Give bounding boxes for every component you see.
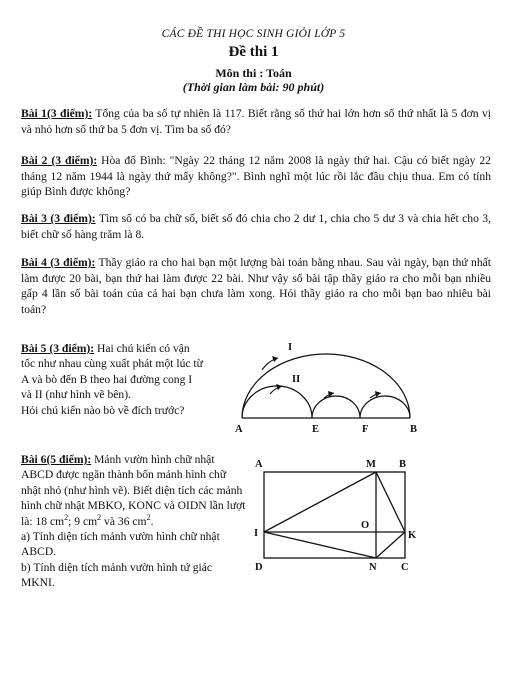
label-point-a: A: [235, 424, 243, 435]
area-unit-sup: 2: [146, 512, 151, 522]
label-point-b: B: [410, 424, 418, 435]
label-point-n: N: [369, 562, 377, 573]
problem-4: [21, 255, 491, 317]
area-unit: cm: [50, 514, 65, 528]
segment-kn: [376, 532, 405, 558]
problem-6: [21, 452, 247, 591]
curve-path-2-arc3: [360, 396, 410, 418]
segment-ni: [264, 532, 376, 558]
curve-path-2-arc1: [242, 386, 312, 418]
series-title: CÁC ĐỀ THI HỌC SINH GIỎI LỚP 5: [161, 28, 346, 40]
label-point-o: O: [361, 520, 370, 531]
area-unit: .: [150, 514, 154, 528]
exam-title: Đề thi 1: [228, 44, 279, 60]
problem-text: Thầy giáo ra cho hai bạn một lượng bài toán bằng nhau. Sau vài ngày, bạn thứ nhất làm được 20 bài, bạn thứ hai làm được 22 bài. Như vậy số bài tập thầy giáo ra cho mỗi bạn nhiều gấp 4 lần số bài toán của cả hai bạn chưa làm xong. Hỏi thầy giáo ra cho mỗi bạn bao nhiêu bài toán?: [21, 256, 491, 316]
rect-abcd: [264, 472, 405, 558]
subject-line: Môn thi : Toán: [215, 66, 292, 80]
area-unit: ; 9 cm: [68, 514, 98, 528]
label-point-d: D: [255, 562, 263, 573]
area-unit: và 36 cm: [101, 514, 147, 528]
problem-label: Bài 4 (3 điểm):: [21, 256, 96, 269]
curve-path-2-arc2: [312, 396, 360, 418]
problem-2: [21, 153, 491, 200]
label-path-1: I: [288, 342, 293, 353]
arrowhead-icon: [276, 384, 282, 390]
time-limit: (Thời gian làm bài: 90 phút): [182, 80, 325, 94]
problem-3: [21, 211, 491, 242]
problem-1: [21, 106, 491, 137]
problem-text: Tìm số có ba chữ số, biết số đó chia cho 2 dư 1, chia cho 5 dư 3 và chia hết cho 3, biết chữ số hàng trăm là 8.: [21, 212, 491, 241]
rectangle-figure: [253, 454, 423, 574]
problem-question: Hỏi chú kiến nào bò về đích trước?: [21, 403, 185, 417]
problem-part-a: a) Tính diện tích mảnh vườn hình chữ nhật ABCD.: [21, 530, 220, 559]
problem-label: Bài 6(5 điểm):: [21, 453, 92, 466]
problem-part-b: b) Tính diện tích mảnh vườn hình tứ giác MKNI.: [21, 560, 213, 590]
problem-text: Tổng của ba số tự nhiên là 117. Biết rằng số thứ hai lớn hơn số thứ nhất là 5 đơn vị và nhỏ hơn số thứ ba 5 đơn vị. Tìm ba số đó?: [21, 107, 491, 136]
label-path-2: II: [292, 374, 301, 385]
problem-text: Hai chú kiến có vận tốc như nhau cùng xuất phát một lúc từ A và bò đến B theo hai đường cong I và II (như hình vẽ bên).: [21, 342, 203, 402]
problem-5: [21, 341, 203, 418]
semicircle-figure: [228, 336, 428, 436]
label-point-e: E: [312, 424, 320, 435]
segment-im: [264, 472, 376, 532]
problem-label: Bài 3 (3 điểm):: [21, 212, 96, 225]
label-point-m: M: [366, 459, 376, 470]
label-point-b: B: [399, 459, 407, 470]
problem-label: Bài 2 (3 điểm):: [21, 154, 98, 167]
arrowhead-icon: [272, 356, 278, 362]
problem-label: Bài 5 (3 điểm):: [21, 342, 95, 355]
problem-text: Mảnh vườn hình chữ nhật ABCD được ngăn thành bốn mảnh hình chữ nhật nhỏ (như hình vẽ). Biết diện tích các mảnh hình chữ nhật MBKO, KONC và OIDN lần lượt là: 18: [21, 453, 246, 528]
label-point-i: I: [254, 528, 259, 539]
area-unit-sup: 2: [64, 512, 69, 522]
label-point-f: F: [362, 424, 369, 435]
label-point-k: K: [408, 530, 417, 541]
label-point-a: A: [255, 459, 263, 470]
area-unit-sup: 2: [97, 512, 102, 522]
segment-mk: [376, 472, 405, 532]
label-point-c: C: [401, 562, 409, 573]
problem-label: Bài 1(3 điểm):: [21, 107, 93, 120]
problem-text: Hòa đố Bình: "Ngày 22 tháng 12 năm 2008 là ngày thứ hai. Cậu có biết ngày 22 tháng 12 năm 1944 là ngày thứ mấy không?". Bình nghĩ một lúc rồi lắc đầu chịu thua. Em có tính giúp Bình được không?: [21, 154, 491, 198]
